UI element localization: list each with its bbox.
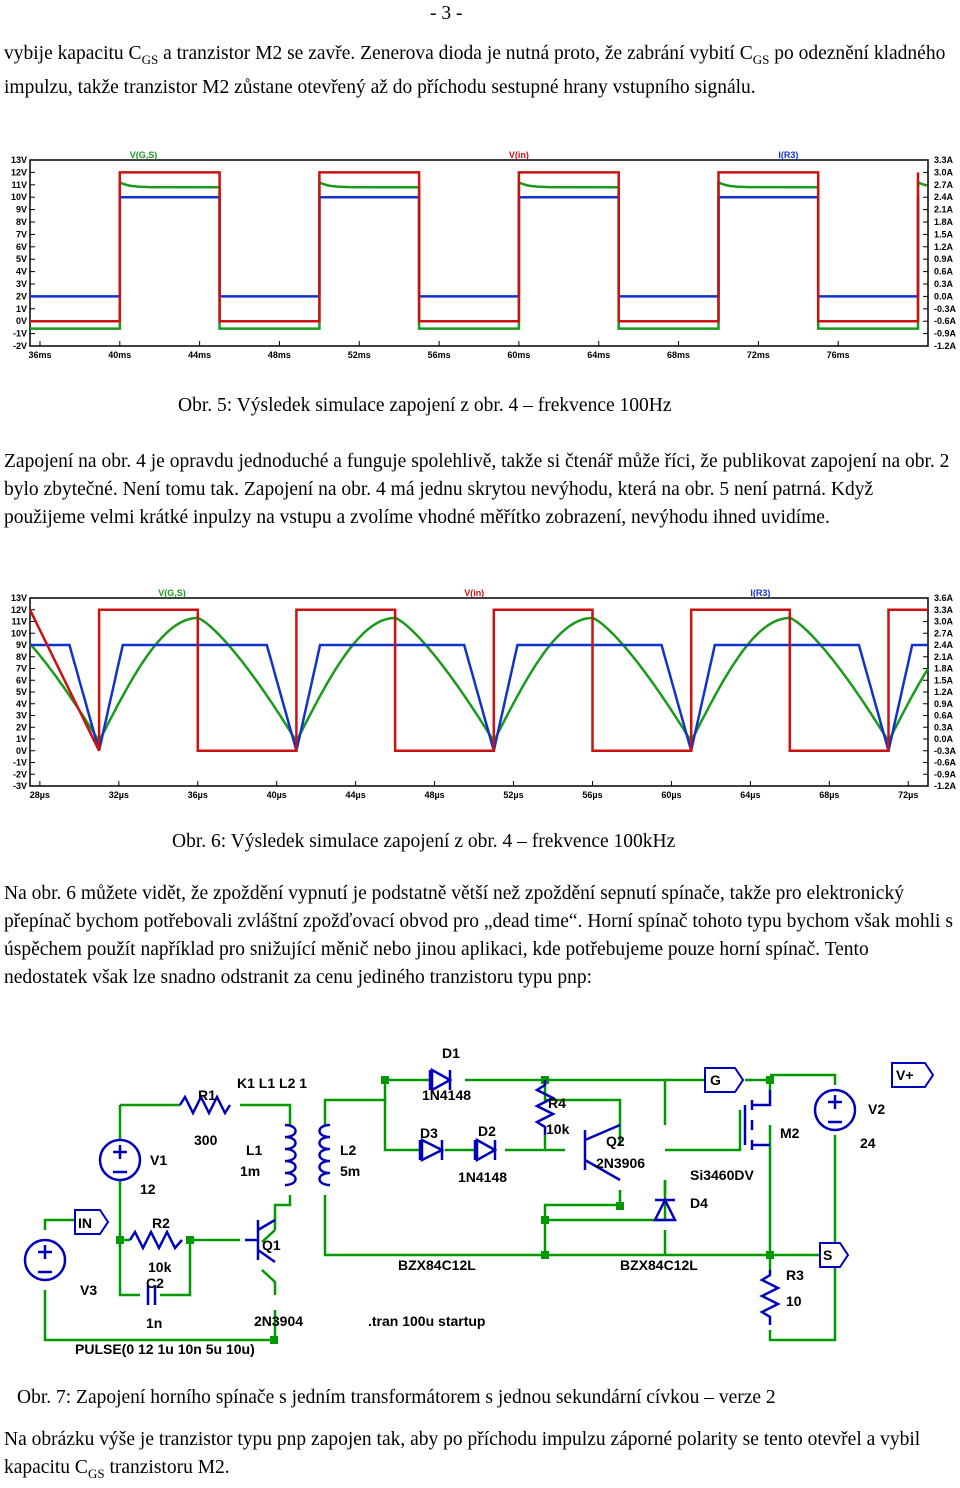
chart-100hz xyxy=(0,148,960,375)
q2-label: Q2 xyxy=(606,1133,625,1149)
y-tick-label-right: -0.9A xyxy=(934,328,957,339)
x-tick-label: 60µs xyxy=(661,790,682,800)
d3-label: D3 xyxy=(420,1125,438,1141)
l2-value: 5m xyxy=(340,1163,361,1179)
y-tick-label-right: 0.9A xyxy=(934,698,954,709)
chart-100khz-svg xyxy=(0,586,960,808)
x-tick-label: 40ms xyxy=(108,350,132,360)
net-g-label: G xyxy=(710,1072,721,1088)
schematic xyxy=(0,1030,960,1375)
y-tick-label: 9V xyxy=(15,640,27,650)
y-tick-label: 4V xyxy=(15,698,27,709)
y-tick-label-right: 1.8A xyxy=(934,663,954,674)
l1-label: L1 xyxy=(246,1142,263,1158)
v3-label: V3 xyxy=(80,1282,98,1298)
r4-value: 10k xyxy=(546,1121,570,1137)
y-tick-label: 1V xyxy=(15,303,27,314)
y-tick-label: 10V xyxy=(10,192,27,203)
y-tick-label: 8V xyxy=(15,217,27,227)
x-tick-label: 60ms xyxy=(507,350,531,360)
y-tick-label: 13V xyxy=(10,155,27,165)
x-tick-label: 40µs xyxy=(266,790,287,800)
y-tick-label-right: 0.6A xyxy=(934,710,954,721)
schematic-junctions xyxy=(116,1076,774,1344)
plot-frame xyxy=(30,598,928,786)
y-tick-label-right: 2.4A xyxy=(934,640,954,650)
x-tick-label: 68µs xyxy=(819,790,840,800)
d1-label: D1 xyxy=(442,1045,460,1061)
y-tick-label: 5V xyxy=(15,687,27,697)
y-tick-label: 10V xyxy=(10,628,27,639)
figure-5-caption: Obr. 5: Výsledek simulace zapojení z obr. 4 – frekvence 100Hz xyxy=(178,395,672,416)
trace-label: V(G,S) xyxy=(158,588,186,598)
y-tick-label: 13V xyxy=(10,593,27,603)
figure-7-caption: Obr. 7: Zapojení horního spínače s jedním transformátorem s jednou sekundární cívkou – verze 2 xyxy=(17,1387,776,1408)
k1-label: K1 L1 L2 1 xyxy=(237,1075,308,1091)
y-tick-label-right: 0.6A xyxy=(934,266,954,277)
d2-label: D2 xyxy=(478,1123,496,1139)
y-tick-label: 0V xyxy=(15,316,27,327)
d4-label: D4 xyxy=(690,1195,708,1211)
c2-value: 1n xyxy=(146,1315,163,1331)
y-tick-label-right: 0.3A xyxy=(934,722,954,733)
y-tick-label-right: 3.0A xyxy=(934,616,954,627)
y-tick-label: 0V xyxy=(15,745,27,756)
y-tick-label-right: 2.7A xyxy=(934,628,954,639)
r2-label: R2 xyxy=(152,1215,170,1231)
y-tick-label: 2V xyxy=(15,722,27,733)
page-number: - 3 - xyxy=(430,3,463,24)
d1-part: 1N4148 xyxy=(422,1087,472,1103)
y-tick-label: 1V xyxy=(15,734,27,744)
x-tick-label: 28µs xyxy=(29,790,50,800)
y-tick-label-right: 2.1A xyxy=(934,204,954,215)
y-tick-label: 11V xyxy=(11,616,27,627)
v2-label: V2 xyxy=(868,1101,886,1117)
x-tick-label: 44µs xyxy=(345,790,366,800)
r3-resistor xyxy=(762,1270,778,1325)
q1-label: Q1 xyxy=(262,1237,281,1253)
y-tick-label-right: 1.8A xyxy=(934,217,954,227)
trace-label: V(in) xyxy=(464,588,485,598)
y-tick-label: -1V xyxy=(12,328,27,339)
y-tick-label: 2V xyxy=(15,291,27,302)
x-tick-label: 72ms xyxy=(746,350,770,360)
trace-label: I(R3) xyxy=(778,150,799,160)
chart-100hz-svg xyxy=(0,148,960,370)
paragraph-third: Na obr. 6 můžete vidět, že zpoždění vypnutí je podstatně větší než zpoždění sepnutí spínače, takže pro elektronický přepínač bychom potřebovali zvláštní zpožďovací obvod pro „dead time“. Horní spínač tohoto typu bychom však mohli s úspěchem použít například pro snižující měnič nebo jinou aplikaci, kde potřebujeme pouze horní spínač. Tento nedostatek však lze snadno odstranit za cenu jediného tranzistoru typu pnp: xyxy=(4,883,953,988)
y-tick-label: 12V xyxy=(10,604,27,615)
v2-value: 24 xyxy=(860,1135,876,1151)
q1-part: 2N3904 xyxy=(254,1313,304,1329)
y-tick-label-right: 2.1A xyxy=(934,651,954,662)
m2-label: M2 xyxy=(780,1125,800,1141)
y-tick-label-right: 2.7A xyxy=(934,179,954,190)
x-tick-label: 68ms xyxy=(667,350,691,360)
r4-label: R4 xyxy=(548,1095,566,1111)
x-tick-label: 36ms xyxy=(28,350,52,360)
y-tick-label-right: 1.5A xyxy=(934,675,954,686)
trace-label: V(in) xyxy=(508,150,529,160)
x-tick-label: 36µs xyxy=(187,790,208,800)
x-tick-label: 72µs xyxy=(898,790,919,800)
figure-6-caption: Obr. 6: Výsledek simulace zapojení z obr. 4 – frekvence 100kHz xyxy=(172,831,676,852)
y-tick-label: 12V xyxy=(10,167,27,178)
schematic-wires xyxy=(45,1075,835,1340)
y-tick-label: 6V xyxy=(15,241,27,252)
y-tick-label-right: -0.3A xyxy=(934,745,957,756)
y-tick-label: 6V xyxy=(15,675,27,686)
x-tick-label: 48ms xyxy=(267,350,291,360)
y-tick-label-right: 0.0A xyxy=(934,734,954,744)
schematic-svg xyxy=(0,1030,960,1370)
m2-mosfet xyxy=(745,1090,770,1150)
x-tick-label: 44ms xyxy=(188,350,212,360)
y-tick-label: 9V xyxy=(15,204,27,215)
d2-diode xyxy=(475,1140,495,1160)
d3-zener xyxy=(420,1140,442,1160)
y-tick-label-right: 0.9A xyxy=(934,254,954,265)
y-tick-label: 7V xyxy=(15,663,27,674)
x-tick-label: 76ms xyxy=(826,350,850,360)
y-tick-label-right: 1.2A xyxy=(934,687,954,697)
l1-value: 1m xyxy=(240,1163,261,1179)
x-tick-label: 52ms xyxy=(347,350,371,360)
c2-label: C2 xyxy=(146,1275,164,1291)
zener-label-1: BZX84C12L xyxy=(398,1257,476,1273)
x-tick-label: 56µs xyxy=(582,790,603,800)
y-tick-label-right: 3.6A xyxy=(934,593,954,603)
r3-value: 10 xyxy=(786,1293,802,1309)
chart-100khz xyxy=(0,586,960,813)
x-tick-label: 32µs xyxy=(108,790,129,800)
paragraph-intro: vybije kapacitu $C_{GS}$ a tranzistor M2 se zavře. Zenerova dioda je nutná proto, že zabrání vybití $C_{GS}$ po odeznění kladného impulzu, takže tranzistor M2 zůstane otevřený až do příchodu sestupné hrany vstupního signálu. xyxy=(4,43,946,98)
l1-inductor xyxy=(285,1125,296,1185)
r2-value: 10k xyxy=(148,1259,172,1275)
schematic-labels xyxy=(75,1045,914,1357)
d2-part: 1N4148 xyxy=(458,1169,508,1185)
y-tick-label: 11V xyxy=(11,179,27,190)
y-tick-label-right: -1.2A xyxy=(934,341,957,351)
y-tick-label: 8V xyxy=(15,651,27,662)
net-s-label: S xyxy=(823,1247,833,1263)
x-tick-label: 52µs xyxy=(503,790,524,800)
r1-label: R1 xyxy=(198,1087,216,1103)
tran-directive: .tran 100u startup xyxy=(368,1313,486,1329)
m2-part: Si3460DV xyxy=(690,1167,754,1183)
y-tick-label-right: -0.9A xyxy=(934,769,957,780)
y-tick-label-right: 0.3A xyxy=(934,279,954,289)
net-vplus-label: V+ xyxy=(896,1067,914,1083)
x-tick-label: 48µs xyxy=(424,790,445,800)
x-tick-label: 64µs xyxy=(740,790,761,800)
y-tick-label: 4V xyxy=(15,266,27,277)
net-in-label: IN xyxy=(78,1215,92,1231)
paragraph-final: Na obrázku výše je tranzistor typu pnp zapojen tak, aby po příchodu impulzu záporné polarity se tento otevřel a vybil kapacitu $C_{GS}$ tranzistoru M2. xyxy=(4,1429,921,1481)
y-tick-label-right: -0.3A xyxy=(934,303,957,314)
y-tick-label-right: 0.0A xyxy=(934,291,954,302)
y-tick-label-right: 3.0A xyxy=(934,167,954,178)
y-tick-label-right: 2.4A xyxy=(934,192,954,203)
y-tick-label: -1V xyxy=(12,757,27,768)
y-tick-label: -3V xyxy=(12,781,27,791)
q2-part: 2N3906 xyxy=(596,1155,646,1171)
trace-label: I(R3) xyxy=(750,588,771,598)
y-tick-label-right: 1.5A xyxy=(934,229,954,240)
l2-inductor xyxy=(320,1125,331,1185)
y-tick-label: 5V xyxy=(15,254,27,265)
r1-value: 300 xyxy=(194,1132,218,1148)
x-tick-label: 56ms xyxy=(427,350,451,360)
l2-label: L2 xyxy=(340,1142,357,1158)
pulse-spec: PULSE(0 12 1u 10n 5u 10u) xyxy=(75,1341,255,1357)
y-tick-label-right: -0.6A xyxy=(934,757,957,768)
y-tick-label-right: 3.3A xyxy=(934,604,954,615)
y-tick-label-right: -1.2A xyxy=(934,781,957,791)
y-tick-label-right: -0.6A xyxy=(934,316,957,327)
y-tick-label-right: 3.3A xyxy=(934,155,954,165)
y-tick-label: -2V xyxy=(12,341,27,351)
paragraph-second: Zapojení na obr. 4 je opravdu jednoduché a funguje spolehlivě, takže si čtenář může říci, že publikovat zapojení na obr. 2 bylo zbytečné. Není tomu tak. Zapojení na obr. 4 má jednu skrytou nevýhodu, která na obr. 5 není patrná. Když použijeme velmi krátké inpulzy na vstupu a zvolíme vhodné měřítko zobrazení, nevýhodu ihned uvidíme. xyxy=(4,451,950,528)
trace-label: V(G,S) xyxy=(129,150,158,160)
zener-label-2: BZX84C12L xyxy=(620,1257,698,1273)
y-tick-label: 3V xyxy=(15,710,27,721)
y-tick-label: 3V xyxy=(15,279,27,289)
v1-label: V1 xyxy=(150,1152,168,1168)
v1-value: 12 xyxy=(140,1181,156,1197)
r3-label: R3 xyxy=(786,1267,804,1283)
x-tick-label: 64ms xyxy=(587,350,611,360)
y-tick-label-right: 1.2A xyxy=(934,241,954,252)
r2-resistor xyxy=(130,1232,182,1248)
y-tick-label: -2V xyxy=(12,769,27,780)
y-tick-label: 7V xyxy=(15,229,27,240)
